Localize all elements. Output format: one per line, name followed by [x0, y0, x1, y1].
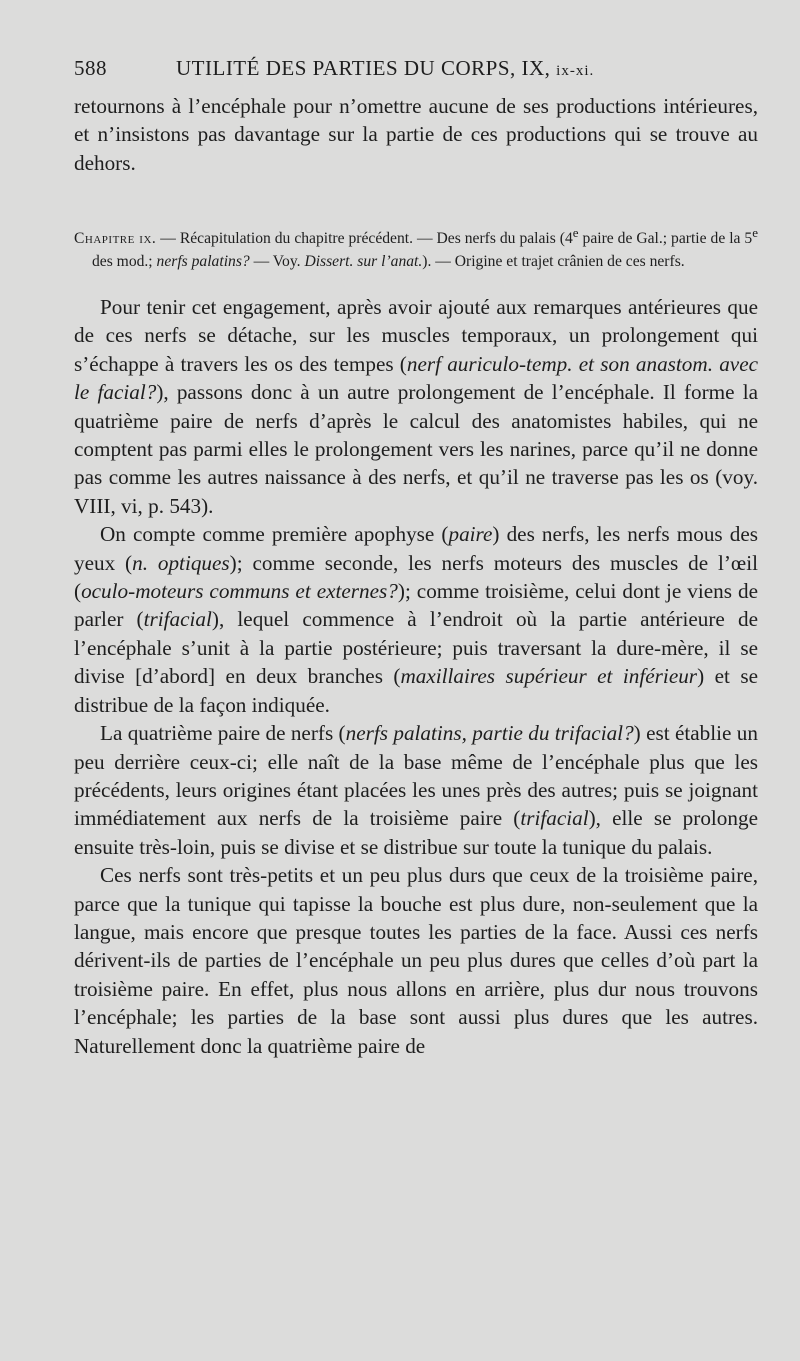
chapter-italic: Dissert. sur l’anat. [304, 252, 423, 270]
running-section: ix-xi. [556, 63, 595, 79]
chapter-heading [74, 205, 758, 288]
text-run: La quatrième paire de nerfs ( [100, 721, 346, 746]
italic-run: oculo-moteurs communs et externes? [81, 579, 398, 604]
paragraph-2 [74, 520, 758, 719]
text-run: ) et se distribue de la façon indiquée. [74, 664, 758, 717]
italic-run: nerfs palatins, partie du trifacial? [345, 721, 634, 746]
italic-run: trifacial [520, 806, 589, 831]
text-run: Pour tenir cet engagement, après avoir ajouté aux remarques antérieures que de ces nerfs se détache, sur les muscles temporaux, un prolongement qui s’échappe à travers les os des tempes ( [74, 295, 758, 376]
chapter-italic: nerfs palatins? [156, 252, 250, 270]
italic-run: paire [448, 522, 493, 547]
text-run: ) des nerfs, les nerfs mous des yeux ( [74, 522, 759, 575]
page-number: 588 [74, 56, 107, 80]
chapter-summary-part: — Récapitulation du chapitre précédent. — Des nerfs du palais (4 [156, 229, 573, 247]
intro-text: retournons à l’encéphale pour n’omettre aucune de ses productions intérieures, et n’insistons pas davantage sur la partie de ces productions qui se trouve au dehors. [74, 94, 758, 175]
text-run: On compte comme première apophyse ( [100, 522, 449, 547]
text-run: ), elle se prolonge ensuite très-loin, puis se divise et se distribue sur toute la tunique du palais. [74, 806, 758, 859]
text-run: ), lequel commence à l’endroit où la partie antérieure de l’encéphale s’unit à la partie postérieure; puis traversant la dure-mère, il se divise [d’abord] en deux branches ( [74, 607, 758, 689]
paragraph-1 [74, 293, 758, 520]
italic-run: trifacial [143, 607, 212, 632]
chapter-summary-part: des mod.; [92, 252, 157, 270]
text-run: ), passons donc à un autre prolongement de l’encéphale. Il forme la quatrième paire de nerfs d’après le calcul des anatomistes habiles, qui ne comptent pas parmi elles le prolongement vers les narines, parce qu’il ne donne pas comme les autres naissance à des nerfs, et qu’il ne traverse pas les os (voy. VIII, vi, p. 543). [74, 380, 758, 518]
italic-run: n. optiques [132, 550, 230, 575]
chapter-summary [74, 221, 758, 273]
chapter-sup: e [572, 224, 579, 240]
running-title-text: UTILITÉ DES PARTIES DU CORPS, IX, [176, 56, 551, 80]
chapter-sup: e [752, 224, 759, 240]
paragraph-4: Ces nerfs sont très-petits et un peu plus durs que ceux de la troisième paire, parce que la tunique qui tapisse la bouche est plus dure, non-seulement que la langue, mais encore que presque toutes les parties de la face. Aussi ces nerfs dérivent-ils de parties de l’encéphale un peu plus dures que celles d’où part la troisième paire. En effet, plus nous allons en arrière, plus dur nous trouvons l’encéphale; les parties de la base sont aussi plus dures que les autres. Naturellement donc la quatrième paire de [74, 863, 758, 1058]
chapter-summary-part: — Voy. [249, 252, 305, 270]
running-title [176, 56, 594, 81]
italic-run: maxillaires supérieur et inférieur [400, 664, 698, 689]
chapter-label: Chapitre ix. [74, 229, 157, 247]
text-run: ) est établie un peu derrière ceux-ci; elle naît de la base même de l’encéphale plus que les précédents, leurs origines étant placées les unes près des autres; puis se joignant immédiatement aux nerfs de la troisième paire ( [74, 721, 758, 831]
italic-run: nerf auriculo-temp. et son anastom. avec le facial? [74, 351, 758, 405]
body-text [74, 293, 758, 1060]
paragraph-3 [74, 719, 758, 861]
chapter-summary-part: paire de Gal.; partie de la 5 [578, 229, 753, 247]
intro-paragraph [74, 92, 758, 177]
text-run: ); comme seconde, les nerfs moteurs des muscles de l’œil ( [74, 550, 758, 604]
text-run: ); comme troisième, celui dont je viens de parler ( [74, 579, 758, 632]
chapter-summary-part: ). — Origine et trajet crânien de ces nerfs. [422, 252, 685, 270]
page-header [74, 56, 758, 90]
